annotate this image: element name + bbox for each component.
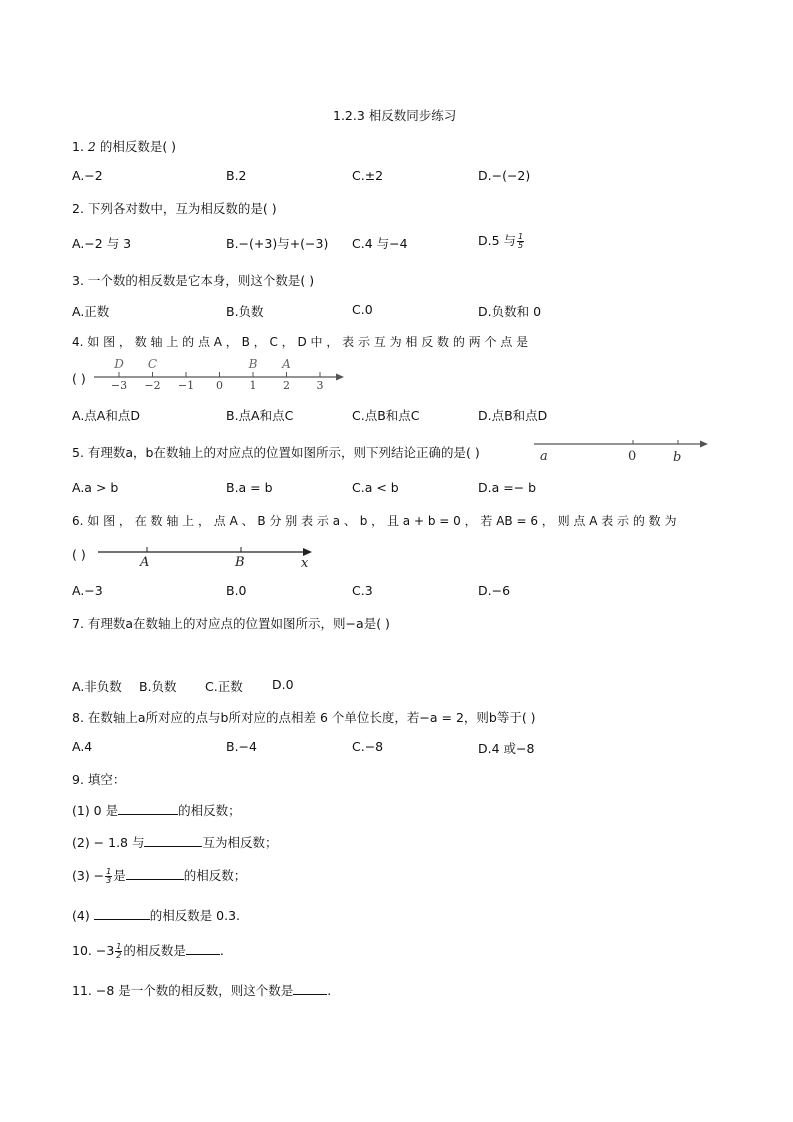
q2-option-d-text: D.5 与 xyxy=(478,233,517,248)
q5-axis-arrow xyxy=(700,441,708,448)
q8-option-b[interactable]: B.−4 xyxy=(226,739,257,754)
q9-part-1-blank[interactable] xyxy=(118,803,178,815)
q4-option-d[interactable]: D.点B和点D xyxy=(478,408,548,423)
q4-tick-label: 3 xyxy=(316,379,324,390)
q7-option-b[interactable]: B.负数 xyxy=(139,679,177,694)
q4-tick-label: −3 xyxy=(110,379,128,390)
q1-stem-num: 2 xyxy=(87,139,96,154)
q11-blank[interactable] xyxy=(293,983,327,995)
q10-pre: 10. −3 xyxy=(72,943,115,958)
q9-part-3-fraction xyxy=(105,868,112,885)
q4-point-label-c: C xyxy=(147,357,158,371)
q9-part-3 xyxy=(72,866,246,885)
q5-option-b[interactable]: B.a = b xyxy=(226,480,273,495)
q1-option-d[interactable]: D.−(−2) xyxy=(478,168,531,183)
q4-option-c[interactable]: C.点B和点C xyxy=(352,408,420,423)
question-1-stem xyxy=(72,137,176,155)
q4-tick-label: 1 xyxy=(249,379,257,390)
q9-part-4-pre: (4) xyxy=(72,908,94,923)
q4-point-label-a: A xyxy=(282,357,291,371)
q11-post: . xyxy=(327,983,332,998)
q9-part-3-mid: 是 xyxy=(113,868,126,883)
q9-part-3-post: 的相反数； xyxy=(183,868,247,883)
q9-part-2 xyxy=(72,833,278,851)
question-2-stem: 2. 下列各对数中，互为相反数的是( ) xyxy=(72,201,277,216)
q4-tick-label: 2 xyxy=(283,379,290,390)
question-10 xyxy=(72,941,224,960)
q5-option-a[interactable]: A.a > b xyxy=(72,480,119,495)
q1-option-a[interactable]: A.−2 xyxy=(72,168,103,183)
q7-option-d[interactable]: D.0 xyxy=(272,677,294,692)
q4-number-line xyxy=(92,356,352,390)
q7-option-c[interactable]: C.正数 xyxy=(205,679,243,694)
q5-number-line xyxy=(532,436,712,468)
q8-option-c[interactable]: C.−8 xyxy=(352,739,384,754)
q9-part-4-post: 的相反数是 0.3. xyxy=(149,908,241,923)
q9-part-3-denominator: 3 xyxy=(106,876,112,885)
q4-axis-arrow xyxy=(336,374,344,381)
q3-option-a[interactable]: A.正数 xyxy=(72,304,110,319)
q6-option-c[interactable]: C.3 xyxy=(352,583,373,598)
page-title: 1.2.3 相反数同步练习 xyxy=(333,108,457,123)
q3-option-c[interactable]: C.0 xyxy=(352,302,373,317)
q4-option-a[interactable]: A.点A和点D xyxy=(72,408,140,423)
q6-number-line xyxy=(96,540,318,570)
question-8-stem: 8. 在数轴上a所对应的点与b所对应的点相差 6 个单位长度，若−a = 2，则b等于( ) xyxy=(72,710,536,725)
q6-option-d[interactable]: D.−6 xyxy=(478,583,511,598)
q10-numerator: 1 xyxy=(116,942,122,951)
q5-label-zero: 0 xyxy=(628,449,637,464)
q3-option-d[interactable]: D.负数和 0 xyxy=(478,304,542,319)
q6-option-b[interactable]: B.0 xyxy=(226,583,247,598)
q2-option-c[interactable]: C.4 与−4 xyxy=(352,236,408,251)
q8-option-a[interactable]: A.4 xyxy=(72,739,93,754)
q1-option-b[interactable]: B.2 xyxy=(226,168,247,183)
q5-label-b: b xyxy=(673,450,682,465)
q2-fraction-numerator: 1 xyxy=(518,232,524,241)
q1-stem-pre: 1. xyxy=(72,139,88,154)
question-5-stem: 5. 有理数a，b在数轴上的对应点的位置如图所示，则下列结论正确的是( ) xyxy=(72,445,480,460)
q5-option-c[interactable]: C.a < b xyxy=(352,480,399,495)
q4-point-label-b: B xyxy=(248,357,258,371)
q4-tick-label: −1 xyxy=(177,379,195,390)
q5-label-a: a xyxy=(540,449,548,464)
question-7-stem: 7. 有理数a在数轴上的对应点的位置如图所示，则−a是( ) xyxy=(72,616,390,631)
q10-fraction xyxy=(115,943,122,960)
q2-option-b[interactable]: B.−(+3)与+(−3) xyxy=(226,236,329,251)
question-9-stem: 9. 填空： xyxy=(72,772,126,787)
q6-option-a[interactable]: A.−3 xyxy=(72,583,103,598)
q4-point-label-d: D xyxy=(114,357,124,371)
q10-post: . xyxy=(219,943,224,958)
q9-part-2-post: 互为相反数； xyxy=(202,835,278,850)
q1-stem-post: 的相反数是( ) xyxy=(95,139,177,154)
q10-blank[interactable] xyxy=(186,943,220,955)
q2-fraction xyxy=(517,233,524,250)
q10-denominator: 2 xyxy=(116,951,122,960)
q4-tick-label: 0 xyxy=(216,379,223,390)
question-3-stem: 3. 一个数的相反数是它本身，则这个数是( ) xyxy=(72,273,315,288)
q9-part-2-pre: (2) − 1.8 与 xyxy=(72,835,145,850)
q2-option-d[interactable] xyxy=(478,231,525,250)
question-11 xyxy=(72,981,331,999)
q4-tick-label: −2 xyxy=(144,379,161,390)
q9-part-1 xyxy=(72,801,241,819)
q4-option-b[interactable]: B.点A和点C xyxy=(226,408,294,423)
question-4-stem: 4. 如 图 ， 数 轴 上 的 点 A ， B ， C ， D 中 ， 表 示 互 为 相 反 数 的 两 个 点 是 xyxy=(72,335,529,349)
q2-option-a[interactable]: A.−2 与 3 xyxy=(72,236,132,251)
q3-option-b[interactable]: B.负数 xyxy=(226,304,264,319)
q9-part-1-pre: (1) 0 是 xyxy=(72,803,119,818)
q9-part-3-numerator: 1 xyxy=(106,867,112,876)
q11-pre: 11. −8 是一个数的相反数，则这个数是 xyxy=(72,983,294,998)
q4-answer-paren: ( ) xyxy=(72,371,86,386)
q9-part-4 xyxy=(72,906,240,924)
q6-axis-arrow xyxy=(303,548,312,556)
q6-label-b: B xyxy=(235,555,245,570)
q2-fraction-denominator: 5 xyxy=(518,241,524,250)
q9-part-4-blank[interactable] xyxy=(94,908,150,920)
q5-option-d[interactable]: D.a =− b xyxy=(478,480,537,495)
q9-part-1-post: 的相反数； xyxy=(178,803,241,818)
q6-label-x: x xyxy=(301,556,309,570)
q9-part-3-pre: (3) − xyxy=(72,868,105,883)
question-6-stem: 6. 如 图 ， 在 数 轴 上 ， 点 A 、 B 分 别 表 示 a 、 b ， 且 a + b = 0 ， 若 AB = 6 ， 则 点 A 表 示 的 数 为 xyxy=(72,514,677,528)
q8-option-d[interactable]: D.4 或−8 xyxy=(478,741,535,756)
q6-answer-paren: ( ) xyxy=(72,547,86,562)
q9-part-3-blank[interactable] xyxy=(126,868,184,880)
q9-part-2-blank[interactable] xyxy=(144,835,202,847)
q1-option-c[interactable]: C.±2 xyxy=(352,168,384,183)
q10-mid: 的相反数是 xyxy=(123,943,186,958)
q7-option-a[interactable]: A.非负数 xyxy=(72,679,122,694)
q6-label-a: A xyxy=(140,555,150,570)
